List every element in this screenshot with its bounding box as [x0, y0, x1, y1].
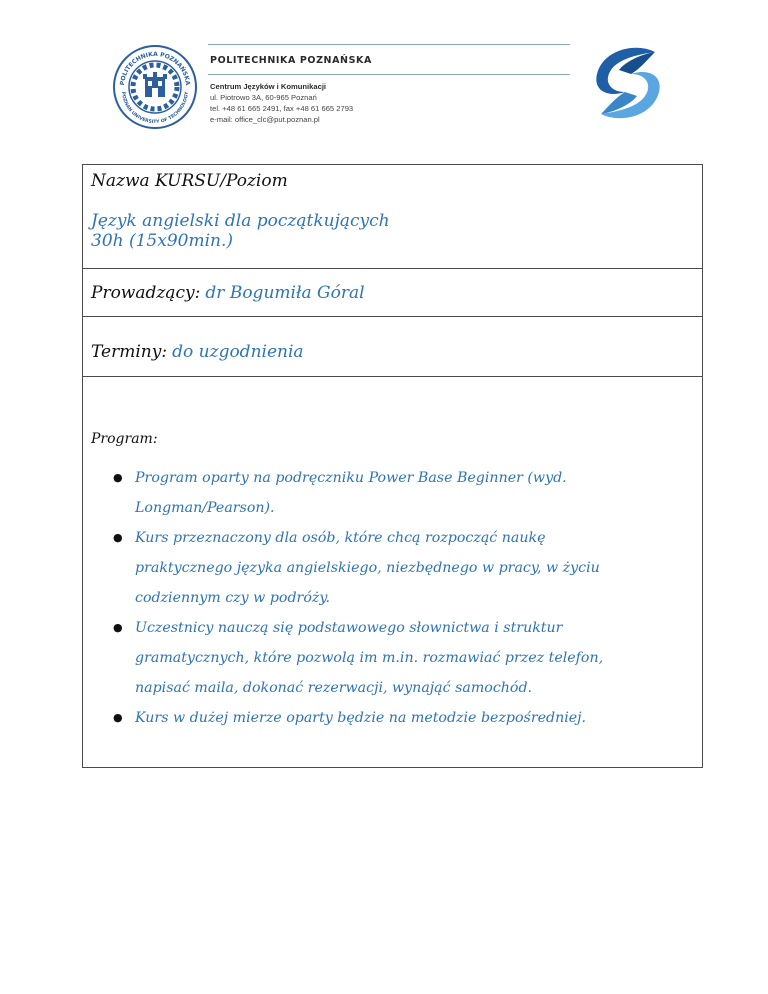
course-name-cell — [83, 165, 702, 269]
program-item — [113, 463, 673, 523]
program-list — [113, 463, 673, 733]
dates-label: Terminy: — [91, 342, 168, 362]
letterhead-top-rule — [208, 44, 570, 45]
program-item — [113, 613, 673, 703]
teacher-cell — [83, 269, 702, 317]
bullet-icon: ● — [113, 711, 123, 724]
program-item-line: Program oparty na podręczniku Power Base Beginner (wyd. — [135, 470, 567, 486]
program-label: Program: — [91, 431, 158, 447]
department-address: ul. Piotrowo 3A, 60-965 Poznań — [210, 93, 317, 102]
swoosh-logo — [585, 40, 671, 126]
department-phone: tel. +48 61 665 2491, fax +48 61 665 2793 — [210, 104, 354, 113]
bullet-icon: ● — [113, 471, 123, 484]
program-item-line: Uczestnicy nauczą się podstawowego słownictwa i struktur — [135, 620, 563, 636]
program-item-line: codziennym czy w podróży. — [135, 590, 330, 606]
bullet-icon: ● — [113, 621, 123, 634]
program-item-line: napisać maila, dokonać rezerwacji, wynająć samochód. — [135, 680, 533, 696]
seal-bottom-text: POZNAN UNIVERSITY OF TECHNOLOGY — [120, 91, 190, 126]
letterhead-middle-rule — [208, 74, 570, 75]
program-item-line: gramatycznych, które pozwolą im m.in. rozmawiać przez telefon, — [135, 650, 604, 666]
bullet-icon: ● — [113, 531, 123, 544]
program-item — [113, 703, 673, 733]
program-item-line: Kurs w dużej mierze oparty będzie na metodzie bezpośredniej. — [135, 710, 587, 726]
teacher-label: Prowadzący: — [91, 283, 201, 303]
department-email: e-mail: office_clc@put.poznan.pl — [210, 115, 320, 124]
program-item — [113, 523, 673, 613]
teacher-line — [91, 283, 365, 303]
course-info-table — [82, 164, 703, 768]
dates-value: do uzgodnienia — [172, 342, 304, 362]
dates-cell — [83, 317, 702, 377]
course-title-line: Język angielski dla początkujących — [91, 211, 390, 231]
university-name: POLITECHNIKA POZNAŃSKA — [210, 55, 372, 66]
program-item-line: Longman/Pearson). — [135, 500, 275, 516]
dates-line — [91, 342, 304, 362]
course-title — [91, 211, 390, 251]
department-name: Centrum Języków i Komunikacji — [210, 82, 327, 91]
course-duration-line: 30h (15x90min.) — [91, 231, 234, 251]
program-item-line: Kurs przeznaczony dla osób, które chcą rozpocząć naukę — [135, 530, 546, 546]
university-seal-logo — [112, 44, 198, 130]
program-item-line: praktycznego języka angielskiego, niezbędnego w pracy, w życiu — [135, 560, 600, 576]
teacher-name: dr Bogumiła Góral — [205, 283, 365, 303]
course-name-label: Nazwa KURSU/Poziom — [91, 171, 288, 191]
department-block — [210, 81, 353, 125]
seal-top-text: POLITECHNIKA POZNAŃSKA — [118, 50, 192, 86]
program-cell — [83, 377, 702, 767]
